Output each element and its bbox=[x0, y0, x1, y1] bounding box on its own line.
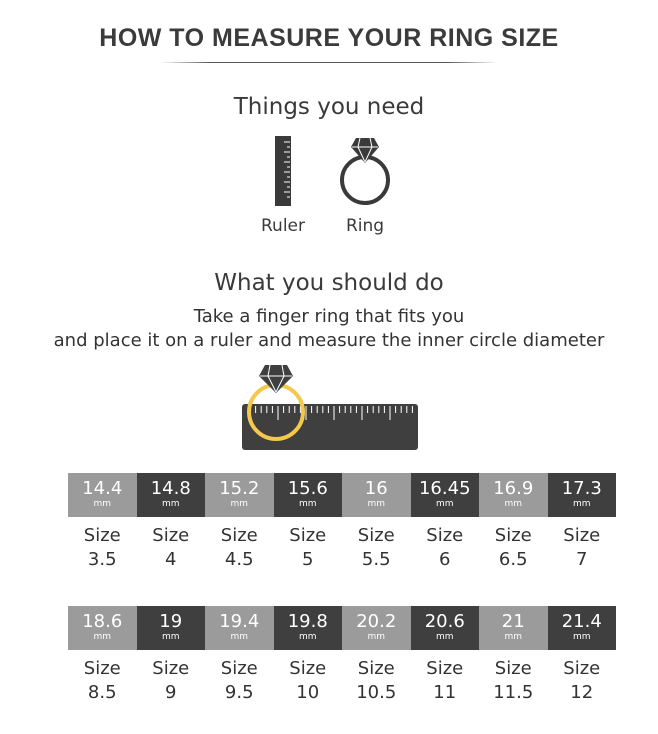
ring-on-ruler-illustration bbox=[236, 360, 426, 456]
mm-cell bbox=[548, 606, 617, 650]
size-value: 10 bbox=[296, 682, 320, 703]
mm-cell bbox=[68, 606, 137, 650]
mm-value: 16 bbox=[364, 478, 388, 499]
mm-unit: mm bbox=[93, 499, 112, 509]
size-label bbox=[548, 524, 617, 572]
size-word: Size bbox=[494, 658, 532, 679]
ruler-icon bbox=[243, 134, 323, 208]
size-value: 6 bbox=[439, 549, 451, 570]
size-labels-row-2 bbox=[83, 657, 601, 717]
size-band-row-1 bbox=[82, 473, 602, 517]
size-label bbox=[548, 657, 617, 705]
size-value: 5.5 bbox=[361, 549, 391, 570]
size-value: 11 bbox=[433, 682, 457, 703]
size-word: Size bbox=[494, 525, 532, 546]
mm-cell bbox=[274, 606, 343, 650]
mm-cell bbox=[411, 606, 480, 650]
mm-value: 17.3 bbox=[561, 478, 602, 499]
mm-value: 16.45 bbox=[418, 478, 471, 499]
page-title: HOW TO MEASURE YOUR RING SIZE bbox=[99, 24, 559, 52]
mm-cell bbox=[342, 606, 411, 650]
do-heading: What you should do bbox=[214, 270, 444, 296]
mm-unit: mm bbox=[367, 499, 386, 509]
size-label bbox=[68, 657, 137, 705]
size-word: Size bbox=[83, 658, 121, 679]
mm-value: 14.8 bbox=[150, 478, 191, 499]
size-label bbox=[137, 524, 206, 572]
mm-value: 18.6 bbox=[82, 611, 123, 632]
mm-cell bbox=[411, 473, 480, 517]
size-value: 9 bbox=[165, 682, 177, 703]
ring-label: Ring bbox=[345, 216, 385, 236]
mm-cell bbox=[479, 473, 548, 517]
size-value: 4.5 bbox=[224, 549, 254, 570]
size-word: Size bbox=[357, 525, 395, 546]
size-labels-row-1 bbox=[83, 524, 601, 584]
mm-value: 19 bbox=[159, 611, 183, 632]
size-label bbox=[205, 657, 274, 705]
size-word: Size bbox=[152, 525, 190, 546]
mm-unit: mm bbox=[367, 632, 386, 642]
size-word: Size bbox=[152, 658, 190, 679]
size-label bbox=[137, 657, 206, 705]
size-label bbox=[342, 524, 411, 572]
size-label bbox=[205, 524, 274, 572]
mm-unit: mm bbox=[298, 632, 317, 642]
mm-value: 20.2 bbox=[356, 611, 397, 632]
size-word: Size bbox=[220, 658, 258, 679]
size-word: Size bbox=[563, 525, 601, 546]
size-band-row-2 bbox=[82, 606, 602, 650]
size-value: 12 bbox=[570, 682, 594, 703]
mm-value: 19.8 bbox=[287, 611, 328, 632]
size-label bbox=[479, 524, 548, 572]
size-value: 10.5 bbox=[356, 682, 397, 703]
mm-cell bbox=[205, 606, 274, 650]
instruction-line-1: Take a finger ring that fits you bbox=[193, 306, 465, 327]
size-label bbox=[479, 657, 548, 705]
mm-unit: mm bbox=[230, 632, 249, 642]
mm-cell bbox=[548, 473, 617, 517]
mm-value: 15.2 bbox=[219, 478, 260, 499]
things-heading: Things you need bbox=[233, 94, 425, 120]
size-value: 4 bbox=[165, 549, 177, 570]
mm-value: 16.9 bbox=[493, 478, 534, 499]
size-word: Size bbox=[220, 525, 258, 546]
mm-value: 21.4 bbox=[561, 611, 602, 632]
ruler-label: Ruler bbox=[261, 216, 305, 236]
mm-value: 19.4 bbox=[219, 611, 260, 632]
size-label bbox=[411, 657, 480, 705]
mm-cell bbox=[137, 606, 206, 650]
mm-cell bbox=[342, 473, 411, 517]
mm-value: 14.4 bbox=[82, 478, 123, 499]
size-label bbox=[274, 524, 343, 572]
title-divider bbox=[160, 62, 498, 63]
mm-value: 15.6 bbox=[287, 478, 328, 499]
size-value: 7 bbox=[576, 549, 588, 570]
size-word: Size bbox=[563, 658, 601, 679]
size-value: 8.5 bbox=[87, 682, 117, 703]
size-value: 5 bbox=[302, 549, 314, 570]
mm-unit: mm bbox=[230, 499, 249, 509]
mm-unit: mm bbox=[161, 632, 180, 642]
size-label bbox=[274, 657, 343, 705]
mm-unit: mm bbox=[572, 499, 591, 509]
mm-unit: mm bbox=[504, 632, 523, 642]
size-value: 9.5 bbox=[224, 682, 254, 703]
size-label bbox=[411, 524, 480, 572]
mm-cell bbox=[205, 473, 274, 517]
size-word: Size bbox=[83, 525, 121, 546]
mm-cell bbox=[479, 606, 548, 650]
size-word: Size bbox=[289, 658, 327, 679]
ring-icon bbox=[325, 134, 405, 208]
mm-unit: mm bbox=[298, 499, 317, 509]
size-value: 3.5 bbox=[87, 549, 117, 570]
mm-unit: mm bbox=[572, 632, 591, 642]
mm-unit: mm bbox=[504, 499, 523, 509]
size-value: 11.5 bbox=[493, 682, 534, 703]
mm-cell bbox=[137, 473, 206, 517]
size-word: Size bbox=[426, 658, 464, 679]
size-word: Size bbox=[289, 525, 327, 546]
size-label bbox=[342, 657, 411, 705]
size-word: Size bbox=[357, 658, 395, 679]
mm-cell bbox=[68, 473, 137, 517]
mm-unit: mm bbox=[435, 499, 454, 509]
instruction-line-2-frame bbox=[53, 330, 605, 358]
size-word: Size bbox=[426, 525, 464, 546]
size-value: 6.5 bbox=[498, 549, 528, 570]
mm-unit: mm bbox=[435, 632, 454, 642]
mm-value: 21 bbox=[501, 611, 525, 632]
size-label bbox=[68, 524, 137, 572]
mm-unit: mm bbox=[161, 499, 180, 509]
instruction-line-2: and place it on a ruler and measure the inner circle diameter bbox=[53, 330, 605, 351]
mm-value: 20.6 bbox=[424, 611, 465, 632]
mm-cell bbox=[274, 473, 343, 517]
mm-unit: mm bbox=[93, 632, 112, 642]
